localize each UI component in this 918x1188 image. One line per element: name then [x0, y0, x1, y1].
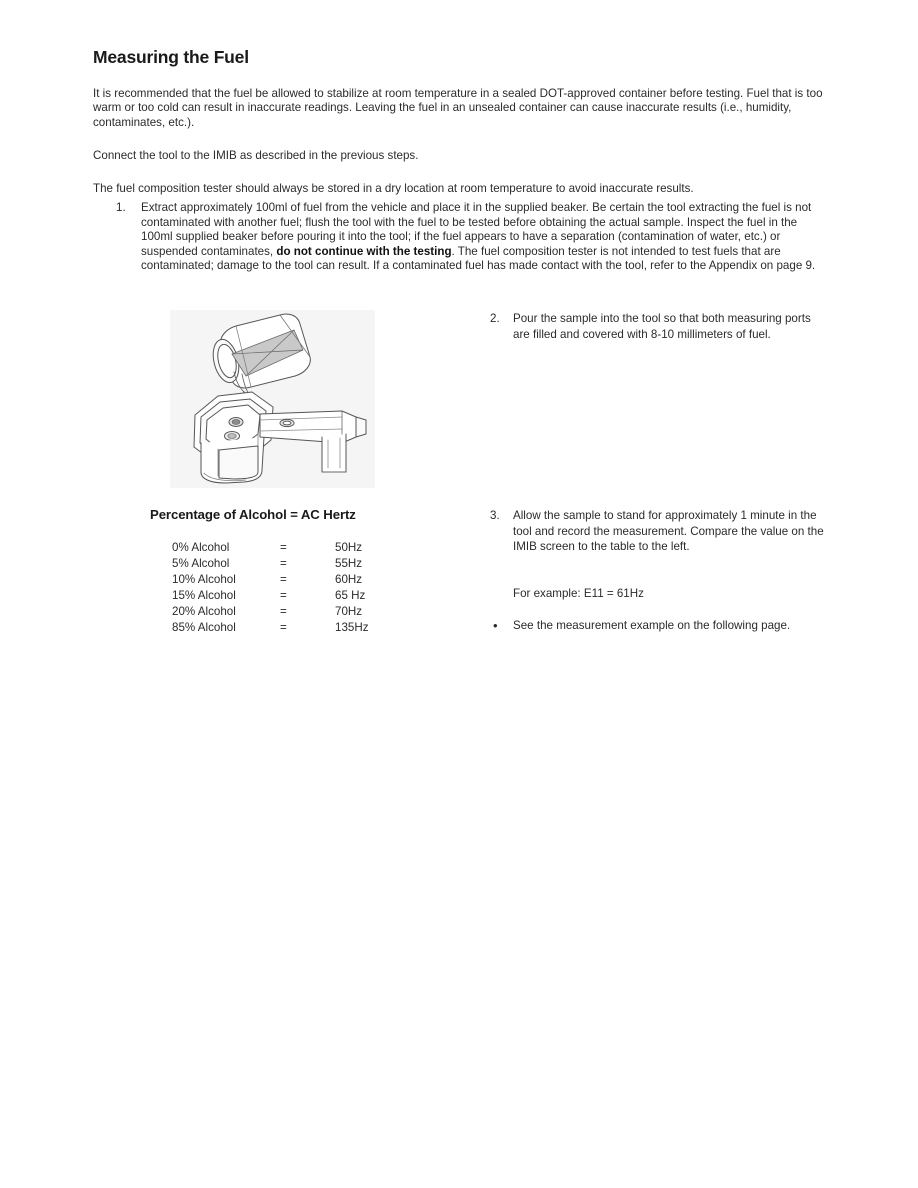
- alcohol-percentage: 5% Alcohol: [172, 556, 230, 570]
- equals-sign: =: [280, 620, 287, 634]
- page-title: Measuring the Fuel: [93, 46, 249, 67]
- step-1-warning-bold: do not continue with the testing: [276, 244, 452, 258]
- illustration-svg: [170, 310, 375, 488]
- alcohol-percentage: 10% Alcohol: [172, 572, 236, 586]
- alcohol-table-body: [172, 540, 369, 635]
- equals-sign: =: [280, 588, 287, 602]
- step-1-text-part-a: Extract approximately 100ml of fuel from the vehicle and place it in the supplied beaker. Be certain the tool extracting the fuel is not contaminated with another fuel; flush the tool with the fuel to be tested before obtaining the actual sample. Inspect the fuel in the 100ml supplied beaker before pouring it into the tool; if the fuel appears to have a separation (contamination of water, etc.) or suspended contaminates,: [141, 201, 812, 258]
- table-row: [172, 604, 369, 620]
- example-measurement-text: For example: E11 = 61Hz: [513, 587, 644, 600]
- table-row: [172, 540, 369, 556]
- table-row: [172, 588, 369, 604]
- equals-sign: =: [280, 572, 287, 586]
- alcohol-percentage: 20% Alcohol: [172, 604, 236, 618]
- equals-sign: =: [280, 556, 287, 570]
- step-3-marker: 3.: [490, 509, 500, 522]
- alcohol-percentage: 85% Alcohol: [172, 620, 236, 634]
- step-1-text: [141, 201, 823, 274]
- intro-paragraph-3: The fuel composition tester should always be stored in a dry location at room temperature to avoid inaccurate results.: [93, 181, 694, 195]
- step-2-text: Pour the sample into the tool so that both measuring ports are filled and covered with 8-10 millimeters of fuel.: [513, 312, 811, 341]
- table-row: [172, 556, 369, 572]
- table-row: [172, 572, 369, 588]
- hertz-value: 55Hz: [335, 556, 363, 570]
- step-3-text: Allow the sample to stand for approximately 1 minute in the tool and record the measurement. Compare the value on the IMIB screen to the table to the left.: [513, 509, 824, 554]
- hertz-value: 135Hz: [335, 620, 369, 634]
- fuel-pouring-illustration: [170, 310, 375, 488]
- step-2-marker: 2.: [490, 312, 500, 325]
- table-row: [172, 620, 369, 636]
- step-1-marker: 1.: [116, 201, 126, 214]
- hertz-value: 50Hz: [335, 541, 363, 554]
- alcohol-percentage: 0% Alcohol: [172, 541, 230, 554]
- bullet-marker-icon: •: [493, 618, 498, 633]
- step-1-text-part-b: . The fuel composition tester is not intended to test fuels that are contaminated; damage to the tool can result. If a contaminated fuel has made contact with the tool, refer to the Appendix on page 9.: [141, 244, 816, 273]
- alcohol-percentage: 15% Alcohol: [172, 588, 236, 602]
- intro-paragraph-1: It is recommended that the fuel be allowed to stabilize at room temperature in a sealed DOT-approved container before testing. Fuel that is too warm or too cold can result in inaccurate readings. Leaving the fuel in an unsealed container can cause inaccurate results (i.e., humidity, contaminates, etc.).: [93, 86, 823, 129]
- hertz-value: 60Hz: [335, 572, 363, 586]
- alcohol-table-title: Percentage of Alcohol = AC Hertz: [150, 507, 356, 522]
- equals-sign: =: [280, 604, 287, 618]
- intro-paragraph-2: Connect the tool to the IMIB as described in the previous steps.: [93, 148, 419, 162]
- equals-sign: =: [280, 541, 287, 554]
- hertz-value: 65 Hz: [335, 588, 366, 602]
- bullet-note-text: See the measurement example on the following page.: [513, 619, 791, 632]
- alcohol-conversion-table: [172, 540, 369, 635]
- hertz-value: 70Hz: [335, 604, 363, 618]
